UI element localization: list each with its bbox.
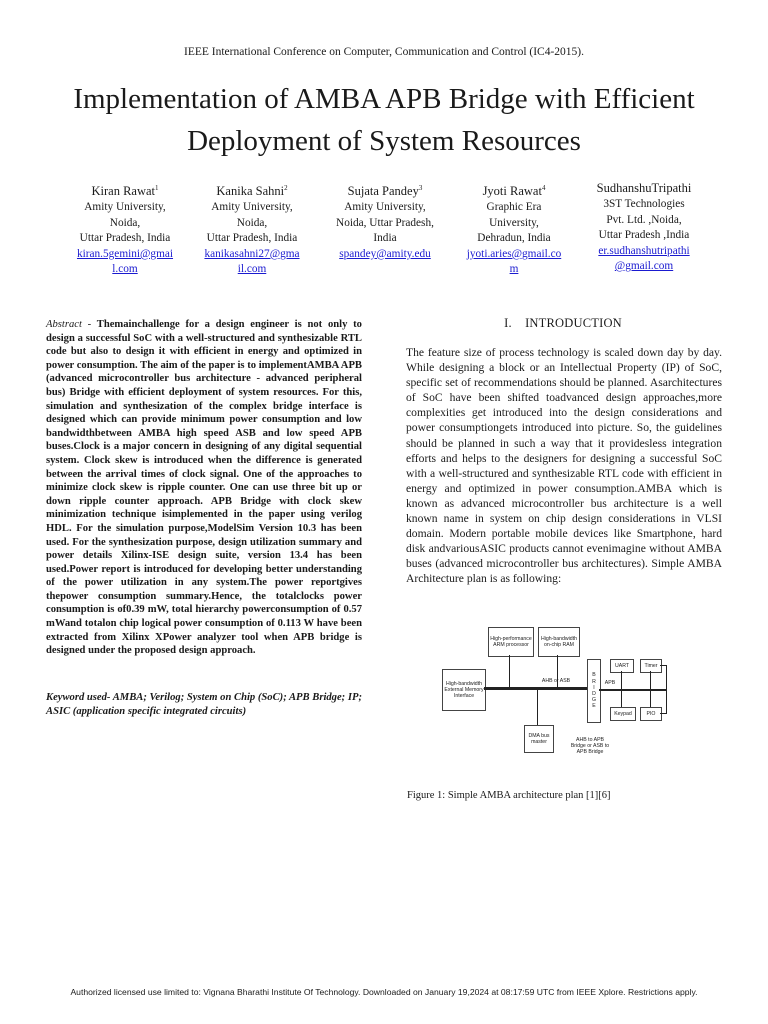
author-affiliation: Uttar Pradesh, India — [206, 232, 298, 245]
ram-box: High-bandwidth on-chip RAM — [538, 627, 580, 657]
title-line-1: Implementation of AMBA APB Bridge with Efficient — [73, 83, 695, 115]
author-email-link[interactable]: kiran.5gemini@gmai — [76, 247, 174, 260]
author-affiliation: Noida, Uttar Pradesh, — [336, 216, 434, 229]
apb-bus-line — [599, 689, 667, 691]
bridge-box — [587, 659, 601, 723]
external-memory-box: High-bandwidth External Memory Interface — [442, 669, 486, 711]
author-affiliation: University, — [489, 216, 539, 229]
author-affiliation: Noida, — [109, 216, 141, 229]
abstract-text: Themainchallenge for a design engineer is not only to design a successful SoC with a well-structured and synthesizable RTL code but also to design it with efficient in energy and optimized in power consumption. The aim of the paper is to implementAMBA APB (advanced microcontroller bus architecture - advanced peripheral bus) Bridge with efficient deployment of system resources. For this, simulation and synthesization of the complex bridge interface is designed which can provide minimum power consumption and low bandwidthbetween AMBA high speed ASB and low speed APB buses.Clock is a major concern in designing of any digital sequential system. Clock skew is introduced when the difference is generated between the arrival times of clock signal. One of the approaches to minimize clock skew is ripple counter. One can use three bit up or down ripple counter approach. APB Bridge with clock skew minimization technique isimplemented in the paper using verilog HDL. For the simulation purpose,ModelSim Version 10.3 has been used. For the synthesization purpose, design utilization summary and power details Xilinx-ISE design suite, version 13.4 has been used.Power report is introduced for developing better understanding of the power utilization in any system.The power reportgives thepower consumption summary.Hence, the totalclocks power consumption is of0.39 mW, total hierarchy powerconsumption of 0.57 mWand totalon chip logical power consumption of 0.113 W have been extracted from Xilinx XPower analyzer tool when APB bridge is designed under the proposed design approach. — [46, 319, 362, 657]
author-affiliation: 3ST Technologies — [603, 198, 685, 210]
author-affiliation: Graphic Era — [486, 201, 542, 214]
author-email-link[interactable]: l.com — [112, 263, 138, 276]
author-1 — [70, 180, 180, 278]
author-affiliation: India — [373, 232, 397, 245]
author-affiliation: Pvt. Ltd. ,Noida, — [606, 213, 682, 226]
author-email-link[interactable]: @gmail.com — [614, 260, 674, 272]
author-4 — [459, 180, 569, 278]
author-email-link[interactable]: spandey@amity.edu — [339, 247, 431, 260]
author-affiliation: Noida, — [236, 216, 268, 229]
connector-line — [666, 665, 667, 713]
author-name: Kanika Sahni$^2$ — [216, 184, 288, 199]
bridge-letter: R — [592, 678, 596, 685]
connector-line — [650, 671, 651, 689]
author-email-link[interactable]: kanikasahni27@gma — [204, 247, 300, 260]
author-affiliation: Uttar Pradesh, India — [79, 232, 171, 245]
keywords: Keyword used- AMBA; Verilog; System on Chip (SoC); APB Bridge; IP; ASIC (application specific integrated circuits) — [46, 692, 362, 717]
title-line-2: Deployment of System Resources — [187, 125, 581, 157]
author-affiliation: Uttar Pradesh ,India — [598, 229, 690, 241]
author-affiliation: Amity University, — [344, 201, 426, 214]
connector-line — [537, 690, 538, 725]
bridge-letter: B — [592, 672, 596, 679]
connector-line — [621, 671, 622, 689]
bridge-letter: I — [593, 684, 595, 691]
author-email-link[interactable]: jyoti.aries@gmail.co — [466, 247, 562, 260]
timer-box: Timer — [640, 659, 662, 673]
author-name: Jyoti Rawat$^4$ — [482, 184, 546, 199]
introduction-text: The feature size of process technology is scaled down day by day. While designing a block or an Intellectual Property (IP) of SoC, specific set of recommendations should be planned. Asarchitectures of SoC have been shifted toadvanced design approaches,more complexities get introduced into the design considerations and power consumptiongets introduced into picture. So, the guidelines should be planned in such a way that it providesless integration efforts and helps to the designers for designing a successful SoC with a well-structured and synthesizable RTL code with efficient in energy and optimized in power consumption.AMBA which is known as advanced microcontroller bus architecture is a well known name in system on chip design considerations in VLSI domain. Modern portable mobile devices like Smartphone, hard disk andvariousASIC products cannot evenimagine without AMBA buses (advanced microcontroller bus architectures). Simple AMBA Architecture plan is as following: — [406, 346, 722, 586]
author-name: Kiran Rawat$^1$ — [91, 184, 159, 199]
bridge-letter: E — [592, 703, 596, 710]
bridge-letter: D — [592, 691, 596, 697]
section-heading: I. INTRODUCTION — [504, 316, 622, 330]
license-footer: Authorized licensed use limited to: Vignana Bharathi Institute Of Technology. Downloaded on January 19,2024 at 08:17:59 UTC from IEEE Xplore. Restrictions apply. — [70, 987, 698, 997]
author-affiliation: Dehradun, India — [477, 232, 551, 245]
apb-bus-label: APB — [604, 680, 616, 686]
dma-master-box: DMA bus master — [524, 725, 554, 753]
abstract-lead: Abstract - — [46, 319, 92, 330]
amba-architecture-figure — [440, 625, 694, 773]
author-email-link[interactable]: m — [509, 263, 519, 276]
author-affiliation: Amity University, — [211, 201, 293, 214]
connector-line — [660, 713, 667, 714]
author-name: SudhanshuTripathi — [596, 181, 692, 195]
abstract — [46, 318, 362, 658]
author-affiliation: Amity University, — [84, 201, 166, 214]
keypad-box: Keypad — [610, 707, 636, 721]
arm-processor-box: High-performance ARM processor — [488, 627, 534, 657]
author-name: Sujata Pandey$^3$ — [347, 184, 423, 199]
author-3 — [325, 180, 445, 262]
connector-line — [621, 691, 622, 707]
author-block — [0, 180, 768, 280]
author-5 — [586, 180, 702, 275]
author-2 — [197, 180, 307, 278]
ahb-bus-line — [484, 687, 587, 690]
paper-title — [40, 78, 728, 162]
conference-header: IEEE International Conference on Computer, Communication and Control (IC4-2015). — [183, 46, 585, 58]
uart-box: UART — [610, 659, 634, 673]
bridge-note: AHB to APB Bridge or ASB to APB Bridge — [570, 737, 610, 756]
ahb-bus-label: AHB or ASB — [541, 678, 571, 684]
author-email-link[interactable]: il.com — [237, 263, 267, 276]
bridge-letter: G — [591, 697, 597, 704]
pio-box: PIO — [640, 707, 662, 721]
connector-line — [660, 665, 667, 666]
author-email-link[interactable]: er.sudhanshutripathi — [598, 244, 690, 257]
figure-caption: Figure 1: Simple AMBA architecture plan [1][6] — [407, 790, 611, 801]
connector-line — [509, 655, 510, 687]
connector-line — [650, 691, 651, 707]
